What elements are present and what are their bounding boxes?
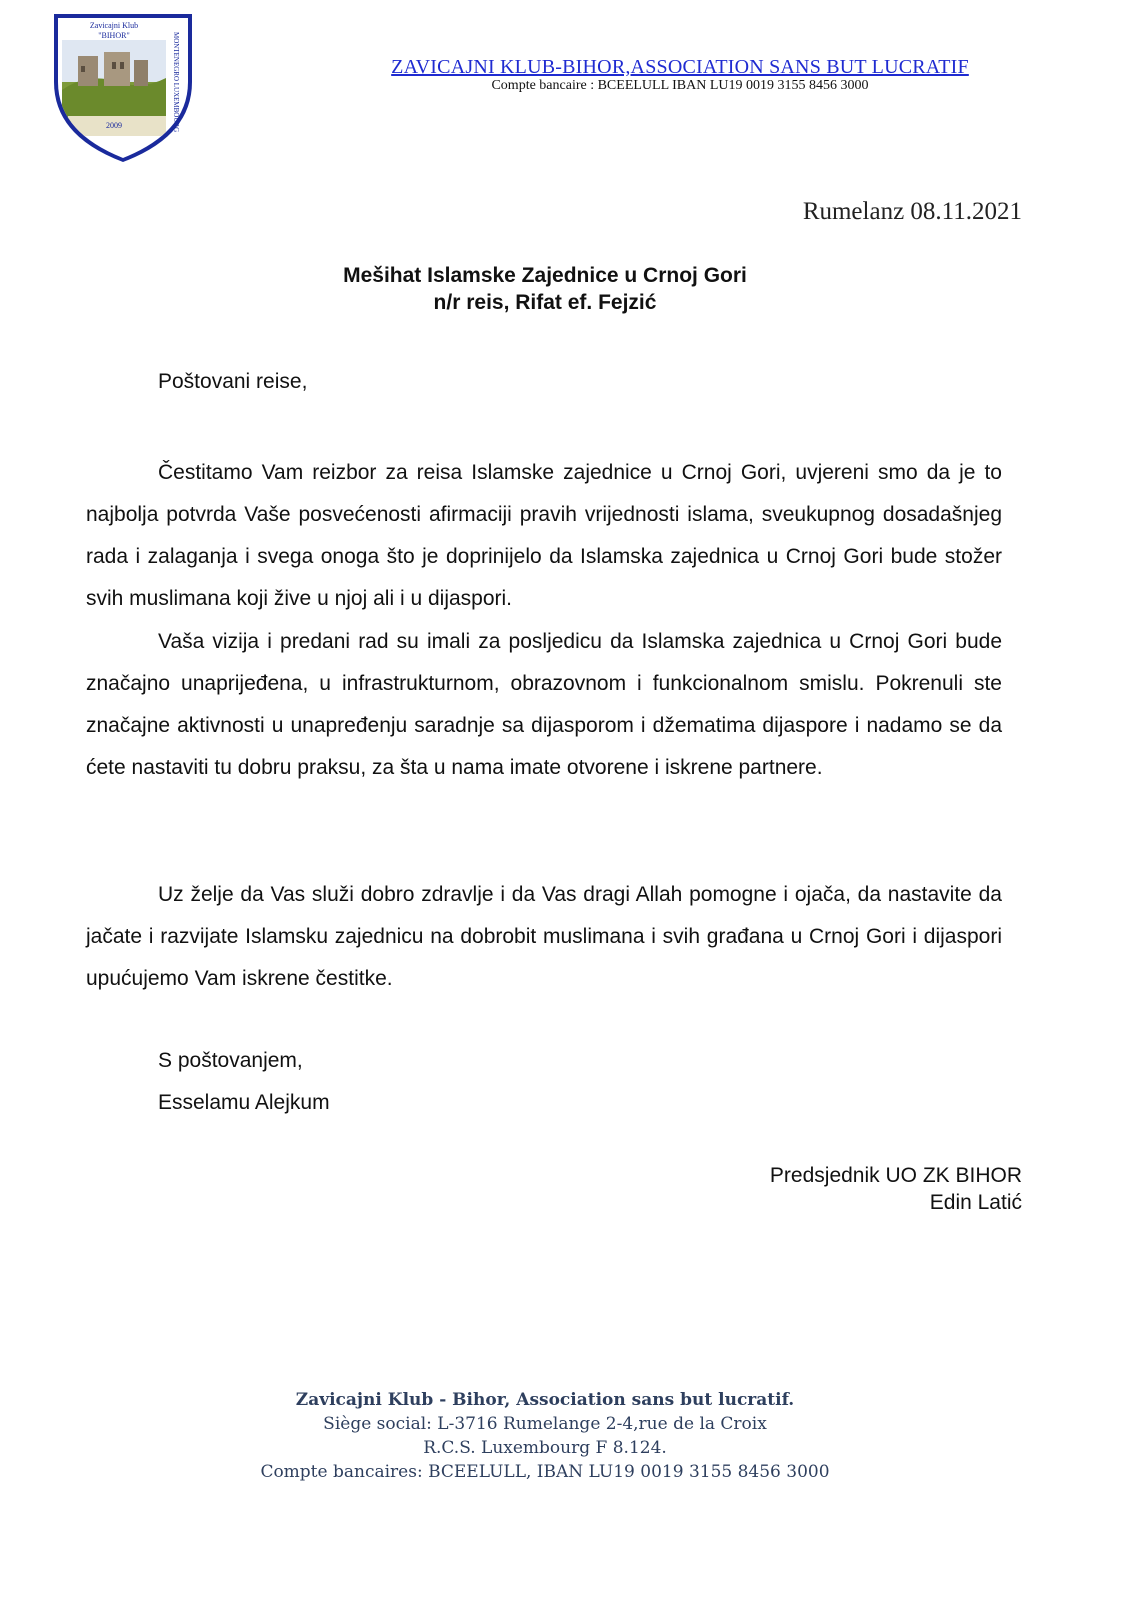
- closing-greeting: Esselamu Alejkum: [158, 1091, 330, 1114]
- letterhead-title[interactable]: ZAVICAJNI KLUB-BIHOR,ASSOCIATION SANS BUT LUCRATIF: [391, 56, 969, 78]
- recipient-organization: Mešihat Islamske Zajednice u Crnoj Gori: [343, 264, 747, 287]
- letterhead: [330, 56, 1030, 94]
- footer-registration: R.C.S. Luxembourg F 8.124.: [423, 1438, 667, 1458]
- signature-block: [770, 1162, 1022, 1216]
- signature-role: Predsjednik UO ZK BIHOR: [769, 1164, 1022, 1187]
- footer-address: Siège social: L-3716 Rumelange 2-4,rue de la Croix: [323, 1414, 767, 1434]
- letterhead-bank-account: Compte bancaire : BCEELULL IBAN LU19 0019 3155 8456 3000: [491, 78, 869, 93]
- logo-year-text: 2009: [106, 121, 122, 130]
- closing-regards: S poštovanjem,: [158, 1049, 303, 1072]
- logo-club-text: Zavicajni Klub: [89, 21, 139, 30]
- page-footer: [0, 1388, 1090, 1484]
- signature-name: Edin Latić: [929, 1191, 1022, 1214]
- logo-arc-text: MONTENEGRO LUXEMBOURG: [172, 32, 180, 133]
- salutation: Poštovani reise,: [158, 370, 308, 393]
- club-logo: [48, 12, 198, 162]
- closing-block: [158, 1040, 330, 1124]
- body-paragraph-3: Uz želje da Vas služi dobro zdravlje i da Vas dragi Allah pomogne i ojača, da nastavite da jačate i razvijate Islamsku zajednicu na dobrobit muslimana i svih građana u Crnoj Gori i dijaspori upućujemo Vam iskrene čestitke.: [86, 883, 1002, 990]
- body-paragraph-2: Vaša vizija i predani rad su imali za posljedicu da Islamska zajednica u Crnoj Gori bude značajno unaprijeđena, u infrastrukturnom, obrazovnom i funkcionalnom smislu. Pokrenuli ste značajne aktivnosti u unapređenju saradnje sa dijasporom i džematima dijaspore i nadamo se da ćete nastaviti tu dobru praksu, za šta u nama imate otvorene i iskrene partnere.: [86, 630, 1002, 779]
- letter-date: Rumelanz 08.11.2021: [802, 198, 1022, 225]
- footer-bank-account: Compte bancaires: BCEELULL, IBAN LU19 0019 3155 8456 3000: [260, 1462, 830, 1482]
- recipient-block: [0, 262, 1090, 316]
- logo-name-text: "BIHOR": [98, 31, 130, 40]
- recipient-attention: n/r reis, Rifat ef. Fejzić: [433, 291, 657, 314]
- body-paragraph-1: Čestitamo Vam reizbor za reisa Islamske zajednice u Crnoj Gori, uvjereni smo da je to najbolja potvrda Vaše posvećenosti afirmaciji pravih vrijednosti islama, sveukupnog dosadašnjeg rada i zalaganja i svega onoga što je doprinijelo da Islamska zajednica u Crnoj Gori bude stožer svih muslimana koji žive u njoj ali i u dijaspori.: [86, 461, 1002, 610]
- footer-organization: Zavicajni Klub - Bihor, Association sans but lucratif.: [295, 1390, 795, 1410]
